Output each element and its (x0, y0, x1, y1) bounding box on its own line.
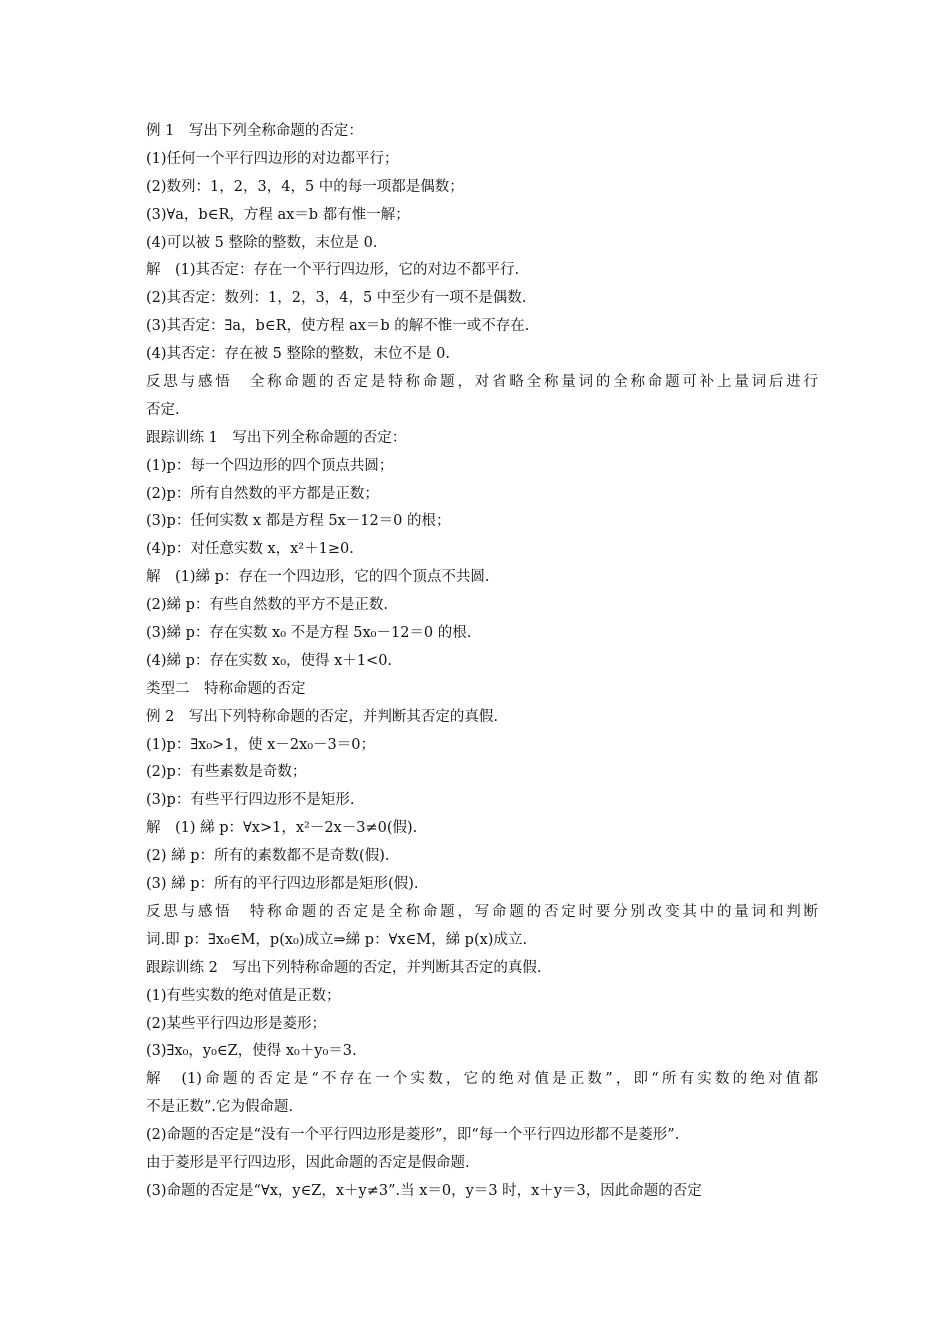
example-1-solution-2: (2)其否定：数列：1，2，3，4，5 中至少有一项不是偶数. (146, 290, 527, 307)
reflection-1-line-1: 反思与感悟 全称命题的否定是特称命题，对省略全称量词的全称命题可补上量词后进行 (146, 374, 818, 391)
example-1-item-4: (4)可以被 5 整除的整数，末位是 0. (146, 234, 378, 251)
example-1-item-2: (2)数列：1，2，3，4，5 中的每一项都是偶数； (146, 178, 464, 195)
practice-2-solution-1-line-2: 不是正数”.它为假命题. (146, 1099, 294, 1116)
example-2-solution-2: (2) 綈 p：所有的素数都不是奇数(假). (146, 848, 390, 865)
example-1-heading: 例 1 写出下列全称命题的否定： (146, 123, 363, 139)
practice-1-solution-1: 解 (1)綈 p：存在一个四边形，它的四个顶点不共圆. (146, 569, 490, 586)
example-1-solution-1: 解 (1)其否定：存在一个平行四边形，它的对边不都平行. (146, 262, 520, 279)
practice-2-item-3: (3)∃x₀，y₀∈Z，使得 x₀＋y₀＝3. (146, 1043, 357, 1060)
example-2-item-2: (2)p：有些素数是奇数； (146, 764, 307, 781)
practice-1-solution-3: (3)綈 p：存在实数 x₀ 不是方程 5x₀－12＝0 的根. (146, 625, 472, 642)
practice-2-item-2: (2)某些平行四边形是菱形； (146, 1015, 327, 1032)
practice-1-item-3: (3)p：任何实数 x 都是方程 5x－12＝0 的根； (146, 513, 451, 530)
document-body (146, 118, 818, 1206)
practice-2-solution-3-line-1: (3)命题的否定是“∀x，y∈Z，x＋y≠3”.当 x＝0，y＝3 时，x＋y＝3，因此命题的否定 (146, 1182, 702, 1199)
example-2-item-3: (3)p：有些平行四边形不是矩形. (146, 792, 355, 809)
example-2-item-1: (1)p：∃x₀>1，使 x－2x₀－3＝0； (146, 736, 376, 753)
practice-1-item-2: (2)p：所有自然数的平方都是正数； (146, 485, 379, 502)
example-2-heading: 例 2 写出下列特称命题的否定，并判断其否定的真假. (146, 708, 498, 725)
practice-1-heading: 跟踪训练 1 写出下列全称命题的否定： (146, 429, 407, 446)
practice-1-item-4: (4)p：对任意实数 x，x²＋1≥0. (146, 541, 354, 558)
practice-2-heading: 跟踪训练 2 写出下列特称命题的否定，并判断其否定的真假. (146, 959, 542, 976)
practice-1-item-1: (1)p：每一个四边形的四个顶点共圆； (146, 457, 394, 474)
example-2-solution-3: (3) 綈 p：所有的平行四边形都是矩形(假). (146, 876, 419, 893)
reflection-1-line-2: 否定. (146, 401, 180, 418)
reflection-2-line-2: 词.即 p：∃x₀∈M，p(x₀)成立⇒綈 p：∀x∈M，綈 p(x)成立. (146, 931, 528, 948)
practice-1-solution-2: (2)綈 p：有些自然数的平方不是正数. (146, 597, 389, 614)
example-2-solution-1: 解 (1) 綈 p：∀x>1，x²－2x－3≠0(假). (146, 820, 418, 837)
example-1-solution-4: (4)其否定：存在被 5 整除的整数，末位不是 0. (146, 346, 450, 363)
practice-1-solution-4: (4)綈 p：存在实数 x₀，使得 x＋1<0. (146, 652, 393, 669)
example-1-item-1: (1)任何一个平行四边形的对边都平行； (146, 150, 399, 167)
example-1-item-3: (3)∀a，b∈R，方程 ax＝b 都有惟一解； (146, 206, 410, 223)
reflection-2-line-1: 反思与感悟 特称命题的否定是全称命题，写命题的否定时要分别改变其中的量词和判断 (146, 903, 818, 920)
practice-2-solution-1-line-1: 解 (1)命题的否定是“不存在一个实数，它的绝对值是正数”，即“所有实数的绝对值都 (146, 1071, 818, 1088)
practice-2-solution-2-line-1: (2)命题的否定是“没有一个平行四边形是菱形”，即“每一个平行四边形都不是菱形”. (146, 1127, 680, 1144)
practice-2-solution-2-line-2: 由于菱形是平行四边形，因此命题的否定是假命题. (146, 1154, 470, 1171)
example-1-solution-3: (3)其否定：∃a，b∈R，使方程 ax＝b 的解不惟一或不存在. (146, 318, 530, 335)
practice-2-item-1: (1)有些实数的绝对值是正数； (146, 987, 341, 1004)
section-heading-type-2: 类型二 特称命题的否定 (146, 680, 306, 697)
